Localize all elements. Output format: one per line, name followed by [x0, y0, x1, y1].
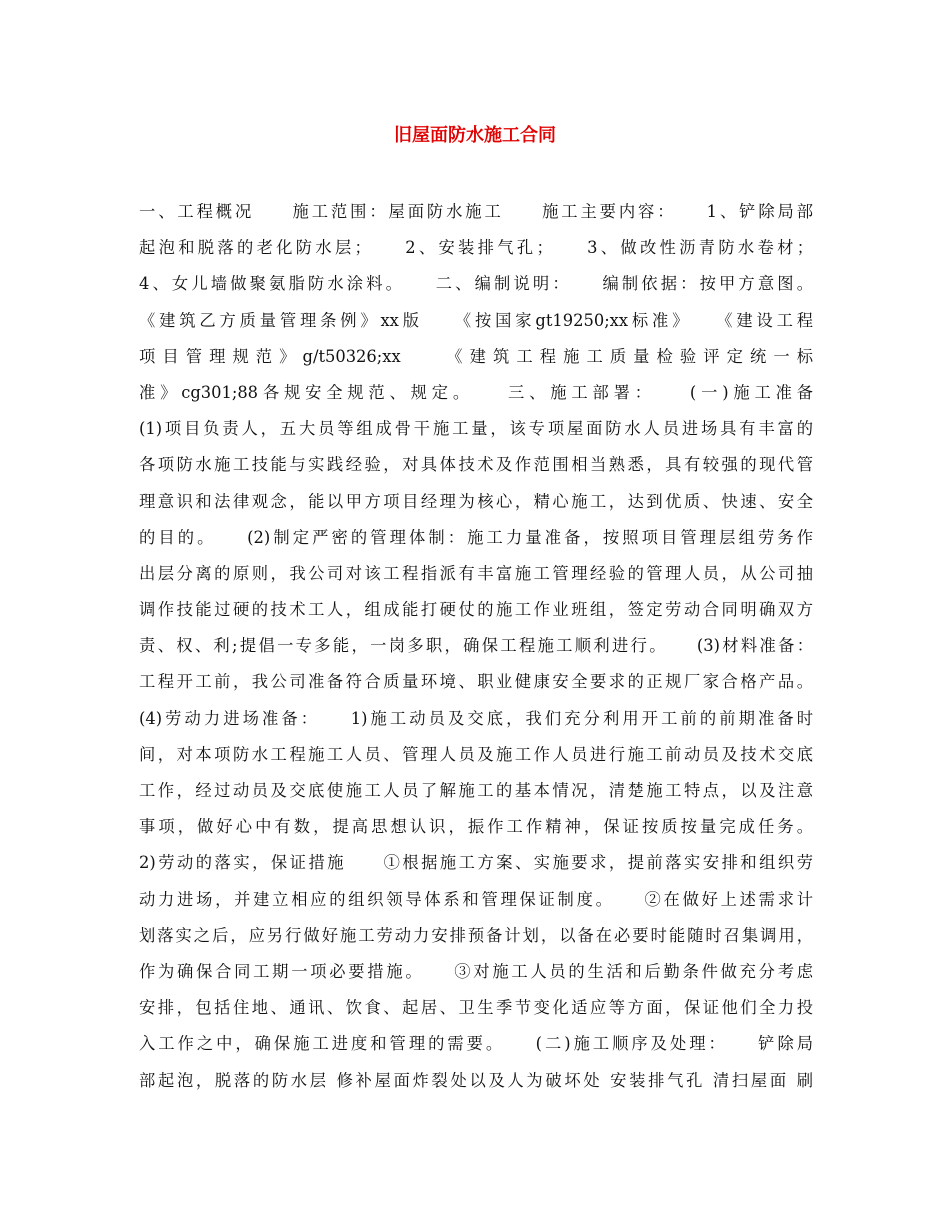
body-line: 划落实之后，应另行做好施工劳动力安排预备计划，以备在必要时能随时召集调用， [139, 925, 813, 945]
document-title: 旧屋面防水施工合同 [394, 125, 556, 146]
body-line: 准》cg301;88各规安全规范、规定。 三、施工部署： (一)施工准备 [139, 382, 813, 402]
body-line: 4、女儿墙做聚氨脂防水涂料。 二、编制说明： 编制依据：按甲方意图。 [139, 274, 813, 294]
body-line: 安排，包括住地、通讯、饮食、起居、卫生季节变化适应等方面，保证他们全力投 [139, 998, 813, 1018]
body-line: 起泡和脱落的老化防水层； 2、安装排气孔； 3、做改性沥青防水卷材； [139, 238, 813, 258]
body-line: (4)劳动力进场准备： 1)施工动员及交底，我们充分利用开工前的前期准备时 [139, 708, 813, 728]
document-body [139, 194, 813, 1099]
body-line: 入工作之中，确保施工进度和管理的需要。 (二)施工顺序及处理： 铲除局 [139, 1034, 813, 1054]
body-line: 工作，经过动员及交底使施工人员了解施工的基本情况，清楚施工特点，以及注意 [139, 781, 813, 800]
body-line: 出层分离的原则，我公司对该工程指派有丰富施工管理经验的管理人员，从公司抽 [139, 563, 813, 583]
body-line: (1)项目负责人，五大员等组成骨干施工量，该专项屋面防水人员进场具有丰富的 [139, 419, 813, 439]
body-line: 部起泡，脱落的防水层 修补屋面炸裂处以及人为破坏处 安装排气孔 清扫屋面 刷 [139, 1070, 813, 1090]
body-line: 2)劳动的落实，保证措施 ①根据施工方案、实施要求，提前落实安排和组织劳 [139, 853, 813, 873]
body-line: 《建筑乙方质量管理条例》xx版 《按国家gt19250;xx标准》 《建设工程 [139, 310, 813, 330]
body-line: 项目管理规范》g/t50326;xx 《建筑工程施工质量检验评定统一标 [139, 346, 813, 366]
body-line: 事项，做好心中有数，提高思想认识，振作工作精神，保证按质按量完成任务。 [139, 817, 813, 837]
body-line: 间，对本项防水工程施工人员、管理人员及施工作人员进行施工前动员及技术交底 [139, 744, 813, 764]
body-line: 工程开工前，我公司准备符合质量环境、职业健康安全要求的正规厂家合格产品。 [139, 672, 813, 692]
body-line: 一、工程概况 施工范围：屋面防水施工 施工主要内容： 1、铲除局部 [139, 202, 813, 221]
body-line: 理意识和法律观念，能以甲方项目经理为核心，精心施工，达到优质、快速、安全 [139, 491, 813, 511]
body-line: 责、权、利;提倡一专多能，一岗多职，确保工程施工顺利进行。 (3)材料准备： [139, 636, 813, 656]
body-line: 各项防水施工技能与实践经验，对具体技术及作范围相当熟悉，具有较强的现代管 [139, 455, 813, 475]
body-line: 作为确保合同工期一项必要措施。 ③对施工人员的生活和后勤条件做充分考虑 [139, 961, 813, 981]
body-line: 调作技能过硬的技术工人，组成能打硬仗的施工作业班组，签定劳动合同明确双方 [139, 600, 813, 620]
body-line: 的目的。 (2)制定严密的管理体制：施工力量准备，按照项目管理层组劳务作 [139, 527, 813, 547]
body-line: 动力进场，并建立相应的组织领导体系和管理保证制度。 ②在做好上述需求计 [139, 889, 813, 909]
